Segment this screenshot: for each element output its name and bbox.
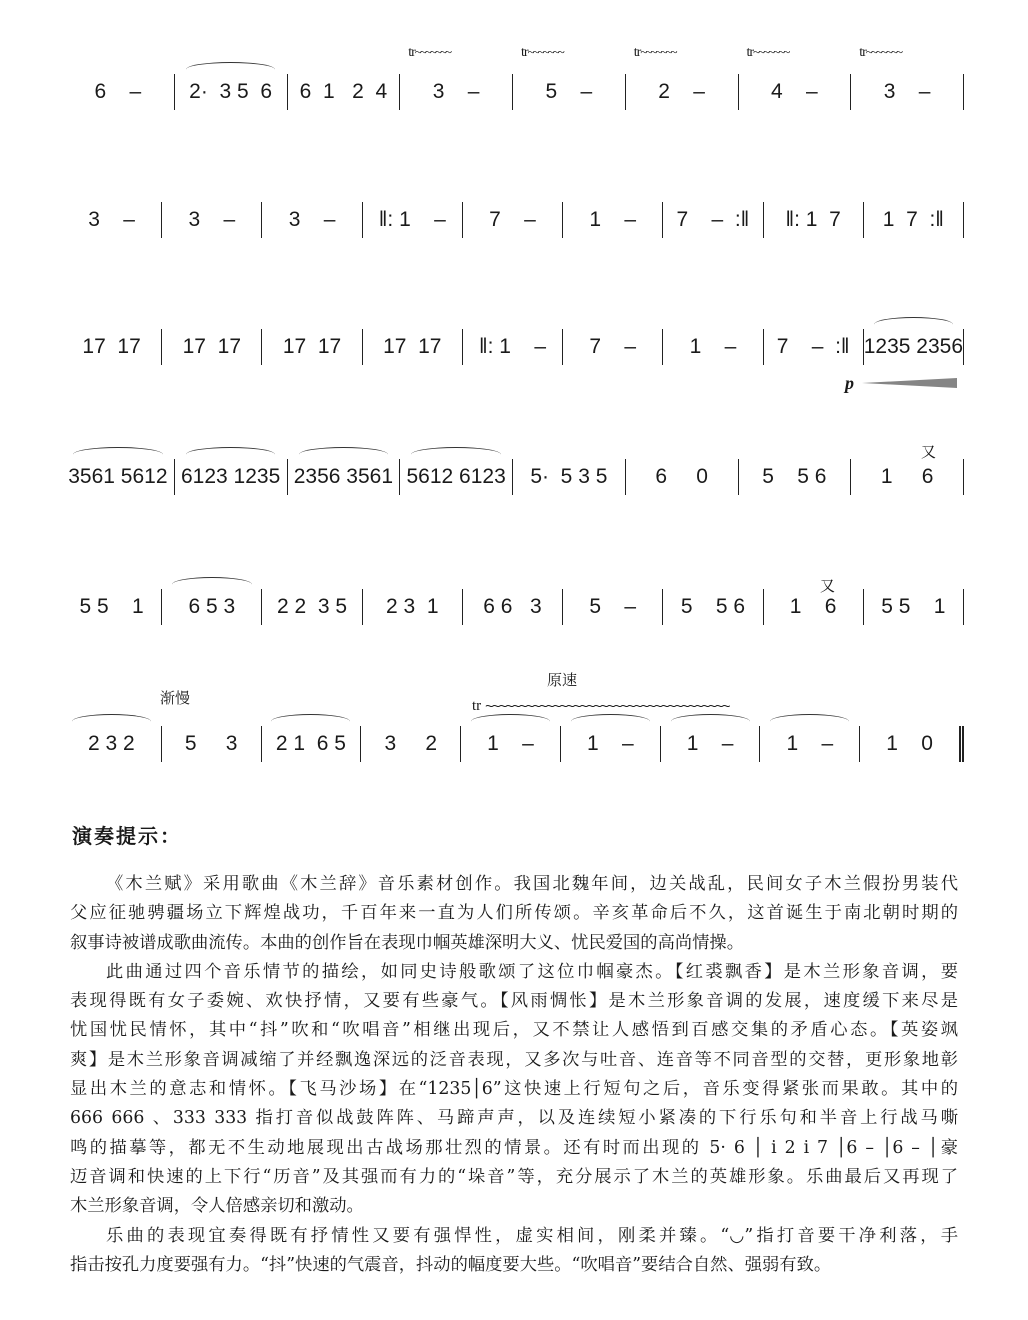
measure (287, 459, 400, 495)
measure (261, 202, 361, 238)
text-line: 忧国忧民情怀，其中“抖”吹和“吹唱音”相继出现后，又不禁让人感悟到百感交集的矛盾心态。【英姿飒 (70, 1020, 958, 1041)
measure (362, 589, 462, 625)
trill-label: tr (472, 698, 482, 714)
measure-notes: 5 5 6 (762, 465, 827, 488)
measure (174, 459, 287, 495)
measure (261, 329, 361, 365)
measure-notes: 5 3 (184, 732, 238, 755)
measure (161, 726, 261, 762)
measure-notes: 17 17 (383, 335, 442, 358)
text-line: 父应征驰骋疆场立下辉煌战功，千百年来一直为人们所传颂。辛亥革命后不久，这首诞生于南北朝时期的 (70, 903, 958, 924)
measure-notes: 1 – (589, 208, 637, 231)
slur (172, 577, 251, 592)
dynamic-piano: p (845, 373, 854, 393)
measure-notes: 2 3 1 (385, 595, 439, 618)
text-line: 叙事诗被谱成歌曲流传。本曲的创作旨在表现巾帼英雄深明大义、忧民爱国的高尚情操。 (70, 932, 744, 953)
measure-notes: 6 6 3 (483, 595, 542, 618)
measure (399, 45, 512, 110)
text-line: 乐曲的表现宜奏得既有抒情性又要有强悍性，虚实相间，刚柔并臻。“◡”指打音要干净利落，手 (106, 1225, 958, 1246)
measure (863, 329, 964, 365)
measure (863, 202, 964, 238)
measure-notes: 5· 5 3 5 (530, 465, 608, 488)
measure-notes: 2 – (658, 80, 705, 103)
measure-notes: 6 – (94, 80, 142, 103)
measure (763, 329, 863, 365)
text-line: 表现得既有女子委婉、欢快抒情，又要有些豪气。【风雨惆怅】是木兰形象音调的发展，速度缓下来尽是 (70, 991, 958, 1012)
measure (859, 726, 964, 762)
measure (562, 329, 662, 365)
measure (362, 329, 462, 365)
measure (462, 202, 562, 238)
measure-notes: 2 1 6 5 (275, 732, 346, 755)
measure (62, 74, 174, 110)
score-row (62, 457, 964, 497)
measure-notes: 3 – (432, 80, 480, 103)
measure (460, 726, 560, 762)
measure-notes: 7 – :‖ (676, 208, 750, 231)
measure-notes: 1 – (686, 732, 734, 755)
measure (759, 726, 859, 762)
measure (174, 74, 287, 110)
slur (73, 447, 162, 462)
measure-notes: ‖: 1 – (478, 335, 546, 358)
measure (62, 202, 161, 238)
text-line: 666 666 、333 333 指打音似战鼓阵阵、马蹄声声，以及连续短小紧凑的下行乐句和半音上行战马嘶 (70, 1108, 958, 1129)
measure-notes: 2· 3 5 6 (189, 80, 273, 103)
measure-notes: 2 2 3 5 (277, 595, 348, 618)
measure-notes: 1 – (586, 732, 634, 755)
measure-notes: 6 0 (655, 465, 708, 488)
measure (850, 459, 964, 495)
slur (411, 447, 500, 462)
measure (625, 459, 738, 495)
measure-notes: 4 – (771, 80, 818, 103)
measure-notes: 1235 2356 (863, 335, 964, 358)
measure (62, 329, 161, 365)
measure (562, 589, 662, 625)
measure-notes: 1 0 (886, 732, 933, 755)
text-line: 《木兰赋》采用歌曲《木兰辞》音乐素材创作。我国北魏年间，边关战乱，民间女子木兰假扮男装代 (106, 874, 958, 894)
slur (186, 447, 275, 462)
text-line: 鸣的描摹等，都无不生动地展现出古战场那壮烈的情景。还有时而出现的 5· 6 │ i 2 i 7 │6 – │6 – │豪 (70, 1137, 958, 1158)
score-row (62, 45, 964, 112)
measure-notes: 6 1 2 4 (299, 80, 388, 103)
measure-notes: 1 6 (789, 595, 837, 618)
measure (360, 726, 460, 762)
measure-notes: 5612 6123 (406, 465, 506, 488)
measure-notes: 17 17 (182, 335, 242, 358)
measure (362, 202, 462, 238)
measure (662, 589, 762, 625)
measure (738, 45, 851, 110)
measure (863, 589, 964, 625)
slur (72, 714, 151, 729)
score-row (62, 200, 964, 240)
measure-notes: 5 – (589, 595, 637, 618)
performance-notes-title: 演奏提示： (72, 824, 182, 848)
measure-notes: 17 17 (282, 335, 342, 358)
trill-mark: tr ~~~~~~~ (408, 44, 450, 61)
measure-notes: 5 5 1 (881, 595, 946, 618)
measure-notes: 17 17 (82, 335, 141, 358)
crescendo-hairpin (862, 378, 957, 388)
measure (261, 589, 361, 625)
text-line: 指击按孔力度要强有力。“抖”快速的气震音，抖动的幅度要大些。“吹唱音”要结合自然、强弱有致。 (70, 1254, 832, 1275)
mark-symbol: 又 (921, 444, 937, 461)
measure (662, 202, 762, 238)
ritardando-label: 渐慢 (160, 690, 191, 707)
slur (671, 714, 750, 729)
text-line: 迈音调和快速的上下行“历音”及其强而有力的“垛音”等，充分展示了木兰的英雄形象。乐曲最后又再现了 (70, 1166, 958, 1187)
measure-notes: ‖: 1 7 (785, 208, 841, 231)
text-line: 木兰形象音调，令人倍感亲切和激动。 (70, 1196, 364, 1217)
measure-notes: 6123 1235 (180, 465, 281, 488)
measure (625, 45, 738, 110)
text-line: 显出木兰的意志和情怀。【飞马沙场】在“1235│6”这快速上行短句之后，音乐变得紧张而果敢。其中的 (70, 1079, 958, 1100)
trill-group (472, 698, 729, 715)
slur (186, 62, 275, 77)
a-tempo-label: 原速 (547, 672, 578, 689)
measure (62, 459, 174, 495)
score-row (62, 724, 964, 764)
slur (471, 714, 550, 729)
measure-notes: 2 3 2 (88, 732, 135, 755)
measure-notes: 3 – (88, 208, 135, 231)
slur (770, 714, 849, 729)
slur (271, 714, 350, 729)
measure-notes: 1 6 (880, 465, 934, 488)
measure-notes: 3 2 (384, 732, 437, 755)
trill-mark: tr ~~~~~~~ (859, 44, 901, 61)
measure-notes: 3 – (288, 208, 336, 231)
measure-notes: 5 5 1 (79, 595, 144, 618)
measure (763, 589, 863, 625)
measure-notes: 2356 3561 (293, 465, 394, 488)
measure-notes: 6 5 3 (188, 595, 236, 618)
measure (62, 589, 161, 625)
measure-notes: 5 – (545, 80, 593, 103)
measure (261, 726, 361, 762)
measure (850, 45, 964, 110)
measure (560, 726, 660, 762)
measure (462, 589, 562, 625)
measure (62, 726, 161, 762)
measure (161, 202, 261, 238)
measure-notes: 7 – (589, 335, 637, 358)
measure (399, 459, 512, 495)
slur (571, 714, 650, 729)
measure (462, 329, 562, 365)
trill-mark: tr ~~~~~~~ (747, 44, 789, 61)
score-row (62, 327, 964, 367)
measure (738, 459, 851, 495)
slur (299, 447, 388, 462)
measure-notes: ‖: 1 – (378, 208, 446, 231)
measure-notes: 1 – (786, 732, 834, 755)
mark-symbol-2: 又 (820, 578, 836, 595)
long-trill-line: ~~~~~~~~~~~~~~~~~~~~~~~~~~~~~~~~~~~~ (485, 698, 729, 715)
measure (512, 459, 625, 495)
measure (512, 45, 625, 110)
measure-notes: 7 – (489, 208, 536, 231)
trill-mark: tr ~~~~~~~ (521, 44, 563, 61)
text-line: 此曲通过四个音乐情节的描绘，如同史诗般歌颂了这位巾帼豪杰。【红裘飘香】是木兰形象音调，要 (106, 961, 958, 982)
measure (161, 589, 261, 625)
measure (287, 74, 400, 110)
measure-notes: 1 – (487, 732, 534, 755)
measure (763, 202, 863, 238)
measure-notes: 5 5 6 (680, 595, 746, 618)
measure (660, 726, 760, 762)
performance-notes-body (70, 870, 958, 1280)
slur (874, 317, 953, 332)
measure-notes: 1 – (689, 335, 737, 358)
measure-notes: 3 – (883, 80, 931, 103)
measure-notes: 1 7 :‖ (882, 208, 944, 231)
measure-notes: 3 – (188, 208, 236, 231)
measure (662, 329, 762, 365)
text-line: 爽】是木兰形象音调减缩了并经飘逸深远的泛音表现，又多次与吐音、连音等不同音型的交替，更形象地彰 (70, 1049, 958, 1070)
measure-notes: 7 – :‖ (776, 335, 850, 358)
measure (161, 329, 261, 365)
trill-mark: tr ~~~~~~~ (634, 44, 676, 61)
measure (562, 202, 662, 238)
measure-notes: 3561 5612 (68, 465, 168, 488)
